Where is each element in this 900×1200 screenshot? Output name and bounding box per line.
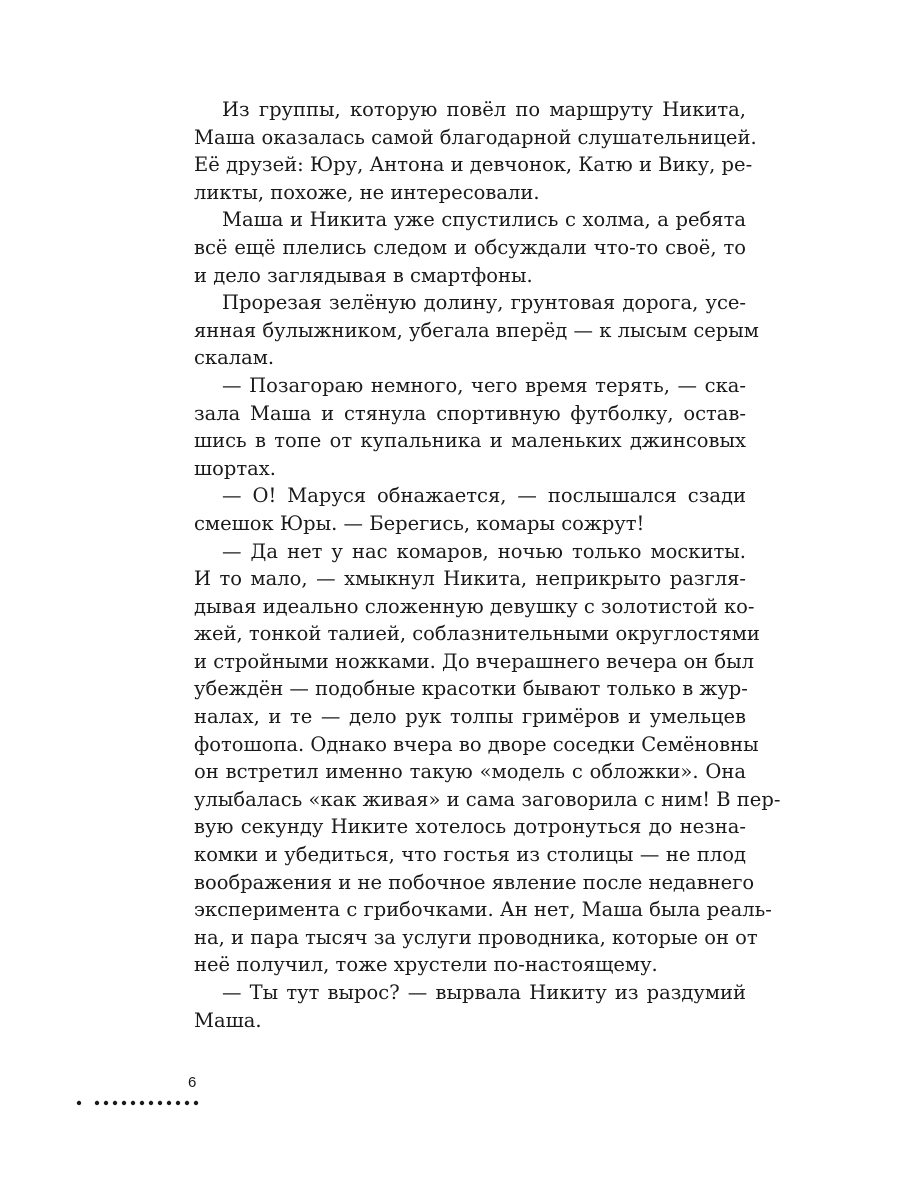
paragraph — [194, 979, 746, 1034]
text-line: Маша. — [194, 1008, 262, 1032]
paragraph — [194, 289, 759, 372]
text-line: он встретил именно такую «модель с обложки». Она — [194, 760, 746, 784]
text-line: — Да нет у нас комаров, ночью только москиты. — [222, 539, 746, 563]
text-line: Из группы, которую повёл по маршруту Никита, — [222, 98, 746, 121]
paragraph — [194, 372, 746, 482]
text-line: эксперимента с грибочками. Ан нет, Маша была реаль- — [194, 898, 772, 922]
text-line: улыбалась «как живая» и сама заговорила с ним! В пер- — [194, 787, 781, 811]
text-line: на, и пара тысяч за услуги проводника, которые он от — [194, 925, 758, 949]
text-line: вую секунду Никите хотелось дотронуться до незна- — [194, 815, 746, 839]
text-line: Маша оказалась самой благодарной слушательницей. — [194, 125, 757, 149]
text-line: убеждён — подобные красотки бывают только в жур- — [194, 677, 748, 701]
page-number: 6 — [188, 1074, 197, 1091]
text-line: фотошопа. Однако вчера во дворе соседки Семёновны — [194, 732, 759, 756]
text-line: налах, и те — дело рук толпы гримёров и умельцев — [194, 705, 746, 729]
text-line: неё получил, тоже хрустели по-настоящему. — [194, 953, 658, 977]
text-line: Прорезая зелёную долину, грунтовая дорога, усе- — [222, 291, 746, 315]
dotted-rule — [76, 1098, 206, 1108]
text-line: жей, тонкой талией, соблазнительными округлостями — [194, 622, 760, 646]
text-line: — Позагораю немного, чего время терять, — ска- — [222, 373, 746, 397]
paragraph — [194, 482, 746, 537]
text-line: и стройными ножками. До вчерашнего вечера он был — [194, 649, 755, 673]
text-line: Маша и Никита уже спустились с холма, а ребята — [222, 208, 746, 232]
paragraph — [194, 206, 746, 289]
text-line: шись в топе от купальника и маленьких джинсовых — [194, 429, 746, 453]
text-line: комки и убедиться, что гостья из столицы — не плод — [194, 843, 746, 867]
body-text — [194, 96, 781, 1034]
text-line: ликты, похоже, не интересовали. — [194, 180, 540, 204]
text-line: скалам. — [194, 346, 275, 370]
text-line: Её друзей: Юру, Антона и девчонок, Катю и Вику, ре- — [194, 153, 753, 177]
text-line: зала Маша и стянула спортивную футболку, остав- — [194, 401, 746, 425]
text-line: шортах. — [194, 456, 276, 480]
text-line: — О! Маруся обнажается, — послышался сзади — [222, 484, 746, 508]
text-line: И то мало, — хмыкнул Никита, неприкрыто разгля- — [194, 567, 746, 591]
paragraph — [194, 96, 757, 206]
text-line: смешок Юры. — Берегись, комары сожрут! — [194, 511, 645, 535]
paragraph — [194, 538, 781, 980]
text-line: всё ещё плелись следом и обсуждали что-то своё, то — [194, 235, 746, 259]
text-line: янная булыжником, убегала вперёд — к лысым серым — [194, 318, 759, 342]
text-line: — Ты тут вырос? — вырвала Никиту из раздумий — [222, 981, 746, 1004]
text-line: и дело заглядывая в смартфоны. — [194, 263, 533, 287]
text-line: воображения и не побочное явление после недавнего — [194, 870, 755, 894]
text-line: дывая идеально сложенную девушку с золотистой ко- — [194, 594, 755, 618]
